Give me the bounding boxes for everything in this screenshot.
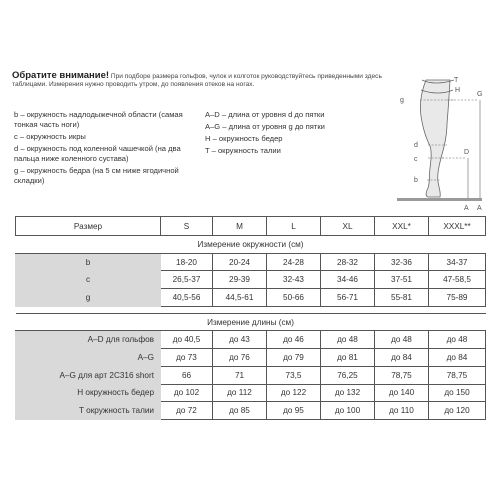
table-cell: 24-28 — [267, 253, 321, 271]
table-cell: до 102 — [161, 384, 213, 402]
table-cell: 34-37 — [429, 253, 486, 271]
header-cell: S — [161, 217, 213, 236]
legend-item-h: H – окружность бедер — [205, 134, 283, 143]
table-cell: до 73 — [161, 349, 213, 367]
leg-measurement-diagram — [392, 70, 492, 215]
table-cell: до 100 — [321, 402, 375, 420]
diagram-label-G: G — [477, 91, 483, 98]
row-label: A–G — [16, 349, 161, 367]
row-label: A–D для гольфов — [16, 331, 161, 349]
diagram-label-A1: A — [464, 205, 469, 212]
table-cell: 78,75 — [375, 366, 429, 384]
table-cell: до 43 — [213, 331, 267, 349]
size-table — [15, 216, 486, 420]
row-label: T окружность талии — [16, 402, 161, 420]
section-row — [16, 236, 486, 254]
table-cell: до 76 — [213, 349, 267, 367]
diagram-label-H: H — [455, 87, 461, 94]
table-cell: до 150 — [429, 384, 486, 402]
table-cell: до 112 — [213, 384, 267, 402]
header-cell: M — [213, 217, 267, 236]
table-cell: 32-36 — [375, 253, 429, 271]
diagram-floor — [397, 198, 482, 201]
table-cell: 28-32 — [321, 253, 375, 271]
diagram-label-g: g — [400, 97, 404, 104]
table-row — [16, 253, 486, 271]
header-cell: XL — [321, 217, 375, 236]
table-cell: 44,5-61 — [213, 289, 267, 307]
table-cell: 32-43 — [267, 271, 321, 289]
table-cell: до 110 — [375, 402, 429, 420]
table-cell: 56-71 — [321, 289, 375, 307]
table-row — [16, 366, 486, 384]
diagram-label-D: D — [464, 149, 470, 156]
legend-item-b: b – окружность надлодыжечной области (самая тонкая часть ноги) — [14, 110, 183, 129]
legend-item-a-d: A–D – длина от уровня d до пятки — [205, 110, 325, 119]
table-cell: 20-24 — [213, 253, 267, 271]
diagram-label-d: d — [414, 142, 418, 149]
row-label: g — [16, 289, 161, 307]
header-cell: XXL* — [375, 217, 429, 236]
table-cell: до 95 — [267, 402, 321, 420]
table-cell: до 48 — [429, 331, 486, 349]
table-header-row — [16, 217, 486, 236]
legend-item-t: T – окружность талии — [205, 146, 281, 155]
table-cell: 71 — [213, 366, 267, 384]
table-row — [16, 384, 486, 402]
row-label: c — [16, 271, 161, 289]
notice-text: При подборе размера гольфов, чулок и колготок руководствуйтесь приведенными здесь таблицами. Измерения нужно проводить утром, до появления отеков на ногах. — [12, 73, 382, 89]
section-circumference: Измерение окружности (см) — [16, 236, 486, 254]
table-cell: до 72 — [161, 402, 213, 420]
table-cell: 40,5-56 — [161, 289, 213, 307]
table-cell: до 46 — [267, 331, 321, 349]
table-cell: 29-39 — [213, 271, 267, 289]
table-cell: до 48 — [321, 331, 375, 349]
legend-item-g: g – окружность бедра (на 5 см ниже ягодичной складки) — [14, 166, 179, 185]
notice-paragraph — [12, 72, 382, 89]
diagram-label-A2: A — [477, 205, 482, 212]
table-cell: 26,5-37 — [161, 271, 213, 289]
table-row — [16, 289, 486, 307]
diagram-label-c: c — [414, 156, 418, 163]
table-cell: 55-81 — [375, 289, 429, 307]
spacer-row — [16, 306, 486, 313]
legend-item-d: d – окружность под коленной чашечкой (на два пальца ниже коленного сустава) — [14, 144, 181, 163]
table-cell: до 120 — [429, 402, 486, 420]
section-length: Измерение длины (см) — [16, 313, 486, 331]
table-cell: до 40,5 — [161, 331, 213, 349]
table-cell: до 81 — [321, 349, 375, 367]
table-cell: до 85 — [213, 402, 267, 420]
legend-right — [205, 110, 390, 158]
table-row — [16, 349, 486, 367]
table-cell: до 132 — [321, 384, 375, 402]
table-cell: 34-46 — [321, 271, 375, 289]
table-cell: до 48 — [375, 331, 429, 349]
table-cell: 73,5 — [267, 366, 321, 384]
table-cell: до 79 — [267, 349, 321, 367]
table-row — [16, 271, 486, 289]
leg-silhouette — [420, 80, 450, 197]
spacer-cell — [16, 306, 486, 313]
section-row — [16, 313, 486, 331]
table-cell: 37-51 — [375, 271, 429, 289]
legend-item-c: c – окружность икры — [14, 132, 86, 141]
notice-title: Обратите внимание! — [12, 70, 110, 81]
header-cell: L — [267, 217, 321, 236]
table-cell: 76,25 — [321, 366, 375, 384]
legend-left — [14, 110, 199, 188]
diagram-label-T: T — [454, 77, 459, 84]
table-cell: до 84 — [375, 349, 429, 367]
table-cell: до 84 — [429, 349, 486, 367]
row-label: b — [16, 253, 161, 271]
table-cell: 66 — [161, 366, 213, 384]
diagram-label-b: b — [414, 177, 418, 184]
row-label: A–G для арт 2C316 short — [16, 366, 161, 384]
table-cell: 18-20 — [161, 253, 213, 271]
table-cell: 50-66 — [267, 289, 321, 307]
table-cell: 47-58,5 — [429, 271, 486, 289]
table-cell: 78,75 — [429, 366, 486, 384]
table-cell: до 140 — [375, 384, 429, 402]
legend-item-a-g: A–G – длина от уровня g до пятки — [205, 122, 325, 131]
table-row — [16, 331, 486, 349]
table-cell: до 122 — [267, 384, 321, 402]
table-row — [16, 402, 486, 420]
table-cell: 75-89 — [429, 289, 486, 307]
header-cell: XXXL** — [429, 217, 486, 236]
row-label: H окружность бедер — [16, 384, 161, 402]
header-cell: Размер — [16, 217, 161, 236]
